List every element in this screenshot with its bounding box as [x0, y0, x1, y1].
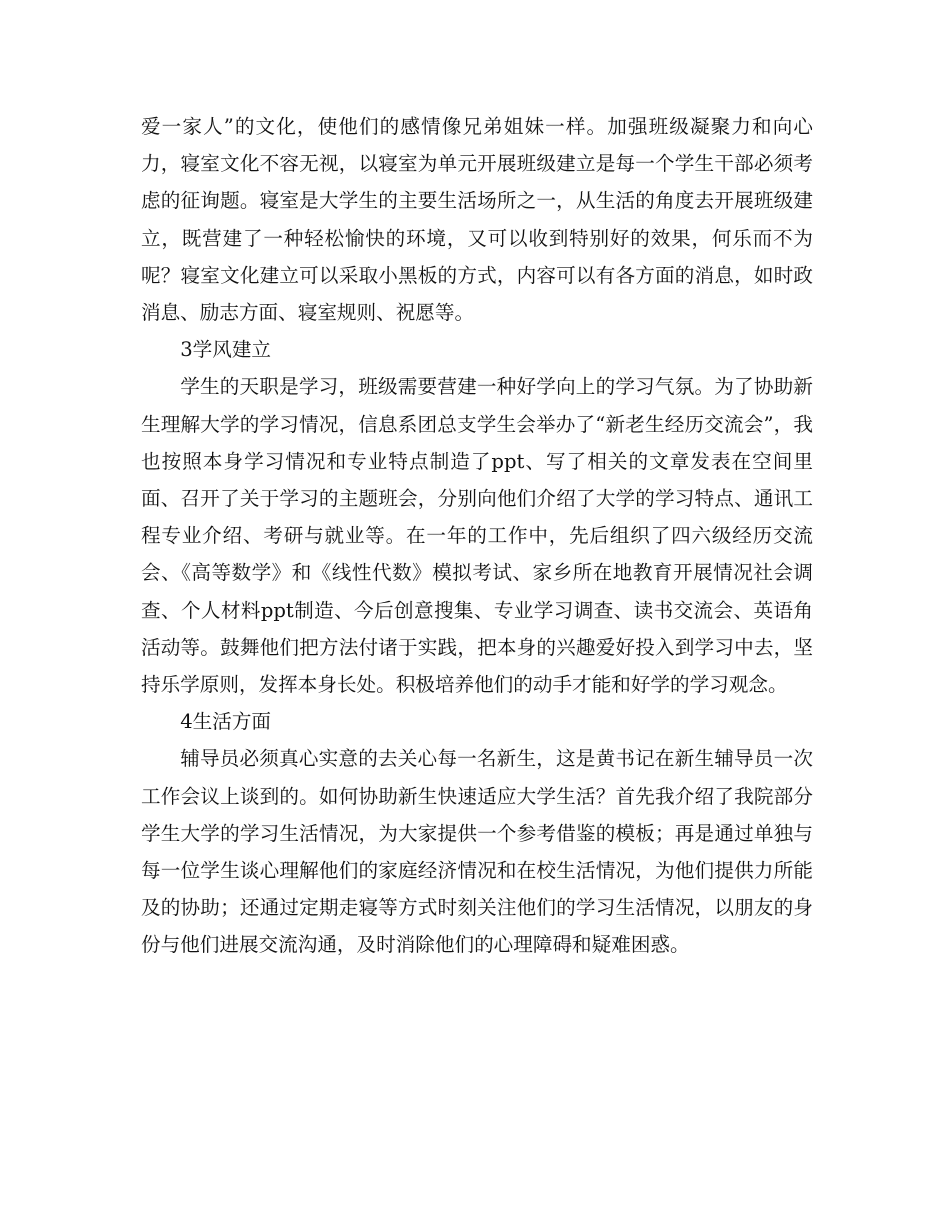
paragraph-dorm-culture: 爱一家人”的文化，使他们的感情像兄弟姐妹一样。加强班级凝聚力和向心力，寝室文化不容无视，以寝室为单元开展班级建立是每一个学生干部必须考虑的征询题。寝室是大学生的主要生活场所之一，从生活的角度去开展班级建立，既营建了一种轻松愉快的环境，又可以收到特别好的效果，何乐而不为呢？寝室文化建立可以采取小黑板的方式，内容可以有各方面的消息，如时政消息、励志方面、寝室规则、祝愿等。 — [141, 115, 813, 325]
section-heading-study-style: 3学风建立 — [180, 338, 272, 362]
document-page — [141, 108, 813, 964]
paragraph-daily-life: 辅导员必须真心实意的去关心每一名新生，这是黄书记在新生辅导员一次工作会议上谈到的。如何协助新生快速适应大学生活？首先我介绍了我院部分学生大学的学习生活情况，为大家提供一个参考借鉴的模板；再是通过单独与每一位学生谈心理解他们的家庭经济情况和在校生活情况，为他们提供力所能及的协助；还通过定期走寝等方式时刻关注他们的学习生活情况，以朋友的身份与他们进展交流沟通，及时消除他们的心理障碍和疑难困惑。 — [141, 747, 813, 957]
paragraph-study-style: 学生的天职是学习，班级需要营建一种好学向上的学习气氛。为了协助新生理解大学的学习情况，信息系团总支学生会举办了“新老生经历交流会”，我也按照本身学习情况和专业特点制造了ppt、写了相关的文章发表在空间里面、召开了关于学习的主题班会，分别向他们介绍了大学的学习特点、通讯工程专业介绍、考研与就业等。在一年的工作中，先后组织了四六级经历交流会、《高等数学》和《线性代数》模拟考试、家乡所在地教育开展情况社会调查、个人材料ppt制造、今后创意搜集、专业学习调查、读书交流会、英语角活动等。鼓舞他们把方法付诸于实践，把本身的兴趣爱好投入到学习中去，坚持乐学原则，发挥本身长处。积极培养他们的动手才能和好学的学习观念。 — [141, 375, 813, 697]
section-heading-daily-life: 4生活方面 — [180, 710, 272, 734]
